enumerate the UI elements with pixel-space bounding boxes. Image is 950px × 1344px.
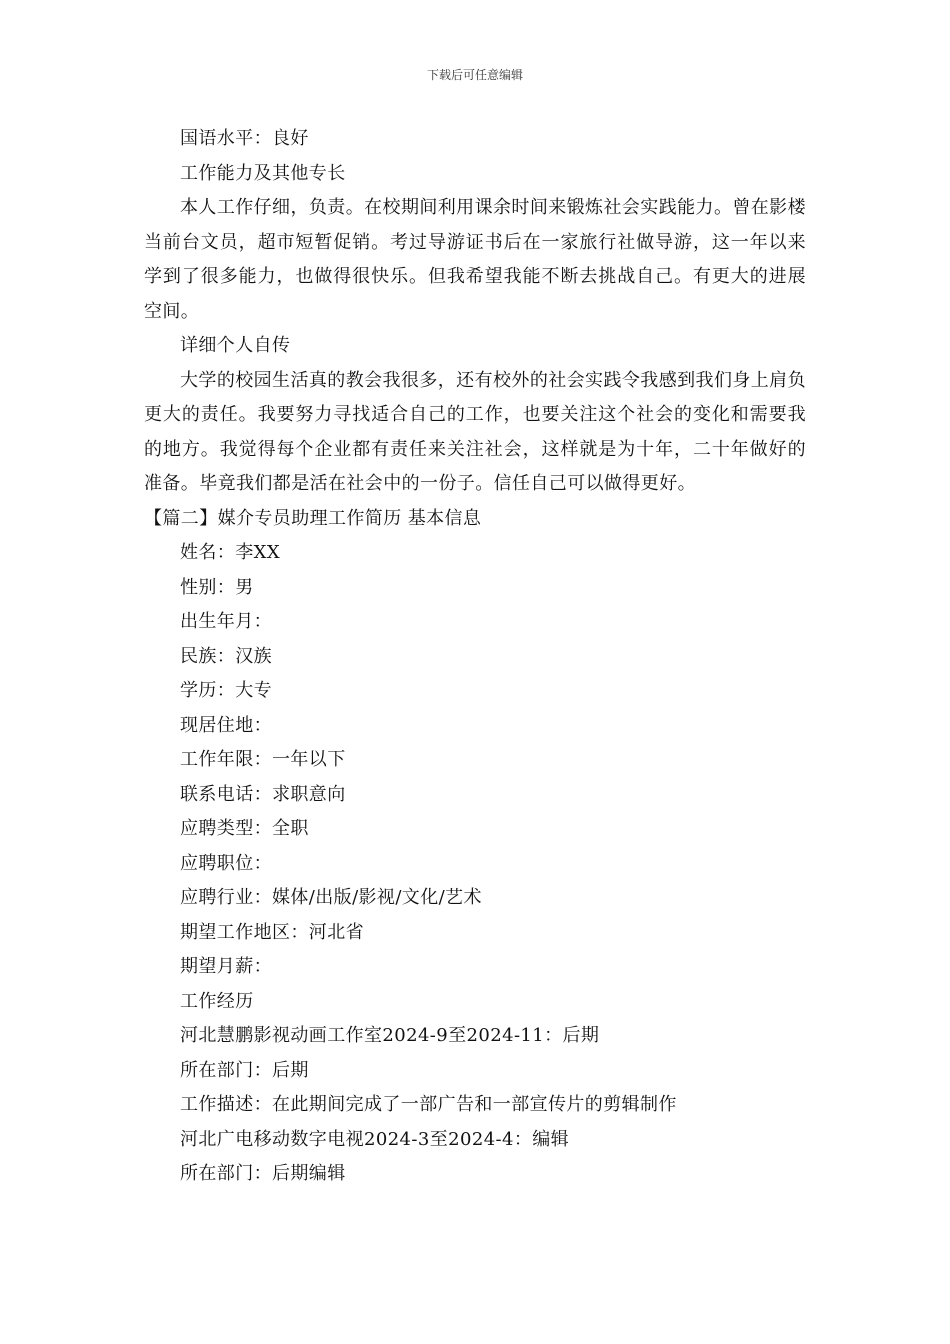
heading-autobiography: 详细个人自传: [180, 335, 291, 356]
field-birth-date: 出生年月：: [180, 611, 272, 632]
paragraph-mandarin-level: 国语水平：良好: [180, 128, 309, 149]
experience-entry-2: 河北广电移动数字电视2024-3至2024-4：编辑: [180, 1128, 570, 1150]
heading-work-experience: 工作经历: [180, 990, 254, 1012]
field-work-years: 工作年限：一年以下: [180, 749, 346, 770]
field-ethnicity: 民族：汉族: [180, 645, 272, 667]
field-position: 应聘职位：: [180, 852, 272, 874]
page-header: 下载后可任意编辑: [426, 68, 523, 82]
field-residence: 现居住地：: [180, 714, 272, 736]
paragraph-autobiography: 大学的校园生活真的教会我很多，还有校外的社会实践令我感到我们身上肩负更大的责任。我要努力寻找适合自己的工作，也要关注这个社会的变化和需要我的地方。我觉得每个企业都有责任来关注社会，这样就是为十年，二十年做好的准备。毕竟我们都是活在社会中的一份子。信任自己可以做得更好。: [144, 369, 806, 494]
experience-department-2: 所在部门：后期编辑: [180, 1163, 346, 1184]
heading-work-ability: 工作能力及其他专长: [180, 162, 346, 184]
field-name: 姓名：李XX: [180, 542, 281, 563]
paragraph-work-ability: 本人工作仔细，负责。在校期间利用课余时间来锻炼社会实践能力。曾在影楼当前台文员，超市短暂促销。考过导游证书后在一家旅行社做导游，这一年以来学到了很多能力，也做得很快乐。但我希望我能不断去挑战自己。有更大的进展空间。: [144, 197, 806, 322]
field-job-type: 应聘类型：全职: [180, 818, 309, 839]
experience-entry-1: 河北慧鹏影视动画工作室2024-9至2024-11：后期: [180, 1025, 600, 1046]
experience-department-1: 所在部门：后期: [180, 1059, 309, 1081]
field-education: 学历：大专: [180, 680, 272, 701]
section-title-resume-two: 【篇二】媒介专员助理工作简历 基本信息: [144, 507, 482, 529]
field-salary: 期望月薪：: [180, 956, 272, 977]
field-work-region: 期望工作地区：河北省: [180, 921, 364, 943]
field-gender: 性别：男: [180, 576, 254, 598]
field-industry: 应聘行业：媒体/出版/影视/文化/艺术: [180, 887, 482, 908]
field-phone: 联系电话：求职意向: [180, 783, 346, 805]
experience-description-1: 工作描述：在此期间完成了一部广告和一部宣传片的剪辑制作: [180, 1094, 677, 1115]
document-body: [144, 122, 806, 1192]
